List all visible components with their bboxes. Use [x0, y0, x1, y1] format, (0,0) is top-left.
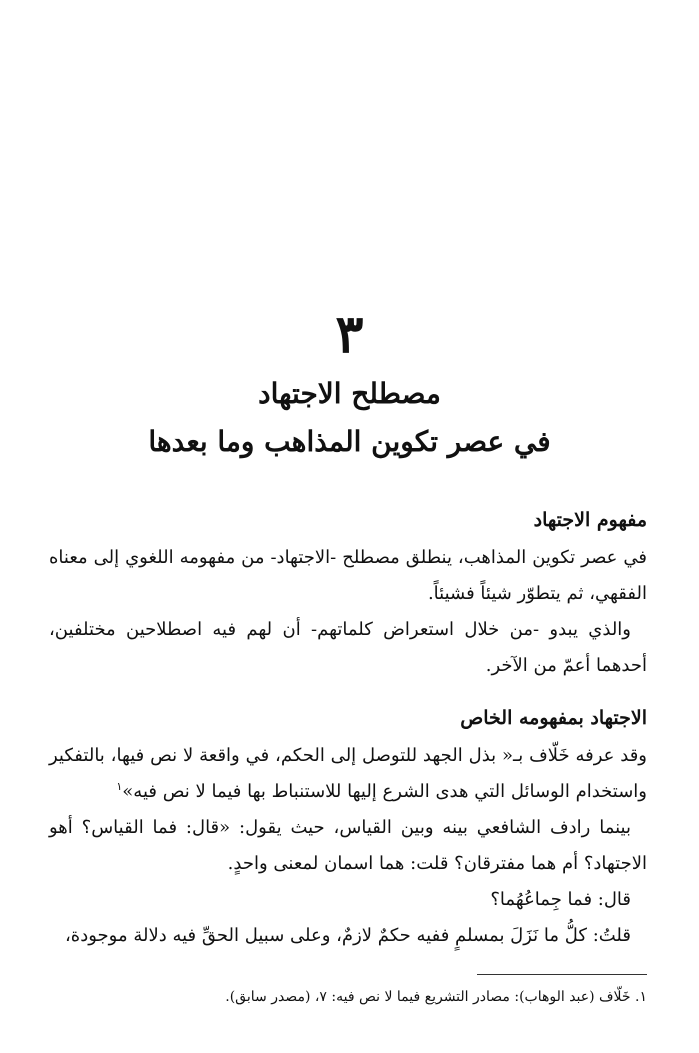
page-body: [49, 500, 647, 954]
chapter-number: ٣: [335, 304, 364, 365]
footnote-marker: ١: [116, 780, 123, 793]
section-heading-ijtihad-specific: الاجتهاد بمفهومه الخاص: [460, 707, 647, 729]
footnote-divider: [477, 974, 647, 975]
section-heading-ijtihad-concept: مفهوم الاجتهاد: [533, 509, 647, 531]
paragraph-with-footnote: [49, 738, 647, 810]
paragraph: قلتُ: كلُّ ما نَزَلَ بمسلمٍ ففيه حكمٌ لازمٌ، وعلى سبيل الحقِّ فيه دلالة موجودة،: [64, 925, 631, 946]
paragraph: بينما رادف الشافعي بينه وبين القياس، حيث يقول: «قال: فما القياس؟ أهو الاجتهاد؟ أم هما مفترقان؟ قلت: هما اسمان لمعنى واحدٍ.: [49, 817, 647, 874]
paragraph: في عصر تكوين المذاهب، ينطلق مصطلح -الاجتهاد- من مفهومه اللغوي إلى معناه الفقهي، ثم يتطوّر شيئاً فشيئاً.: [49, 547, 647, 604]
paragraph: قال: فما جِماعُهُما؟: [490, 889, 631, 910]
paragraph-text: وقد عرفه خَلّاف بـ« بذل الجهد للتوصل إلى الحكم، في واقعة لا نص فيها، بالتفكير واستخدام الوسائل التي هدى الشرع إليها للاستنباط بها فيما لا نص فيه»: [49, 745, 647, 802]
chapter-title-line-2: في عصر تكوين المذاهب وما بعدها: [148, 425, 551, 458]
paragraph: والذي يبدو -من خلال استعراض كلماتهم- أن لهم فيه اصطلاحين مختلفين، أحدهما أعمّ من الآخر.: [49, 619, 647, 676]
chapter-title-line-1: مصطلح الاجتهاد: [258, 377, 441, 410]
footnote: ١. خَلّاف (عبد الوهاب): مصادر التشريع فيما لا نص فيه: ٧، (مصدر سابق).: [225, 989, 647, 1005]
